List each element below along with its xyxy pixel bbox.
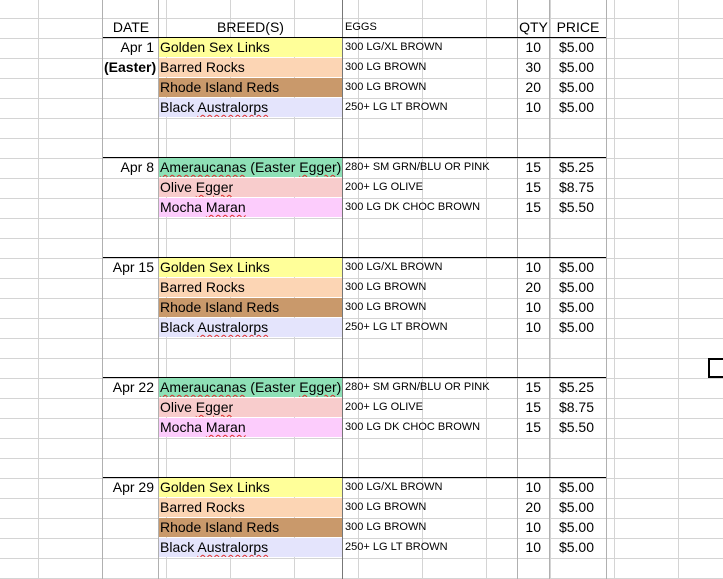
- spellcheck-word: Australorps: [197, 99, 269, 115]
- eggs-cell[interactable]: 280+ SM GRN/BLU OR PINK: [345, 161, 490, 173]
- spellcheck-word: Ameraucanas: [160, 379, 247, 395]
- qty-cell[interactable]: 10: [525, 99, 541, 115]
- eggs-cell[interactable]: 300 LG DK CHOC BROWN: [345, 201, 481, 213]
- table-row: [0, 98, 723, 118]
- table-row: [0, 538, 723, 558]
- price-cell[interactable]: $5.00: [558, 299, 594, 315]
- date-cell[interactable]: [104, 538, 158, 557]
- eggs-cell[interactable]: 300 LG BROWN: [345, 61, 427, 73]
- date-cell[interactable]: [104, 498, 158, 517]
- qty-cell[interactable]: 10: [525, 299, 541, 315]
- breed-cell[interactable]: Golden Sex Links: [159, 38, 342, 57]
- table-row: [0, 78, 723, 98]
- table-row: [0, 518, 723, 538]
- qty-cell[interactable]: 15: [525, 399, 541, 415]
- table-row: [0, 318, 723, 338]
- qty-cell[interactable]: 15: [525, 199, 541, 215]
- date-cell[interactable]: [104, 398, 158, 417]
- qty-cell[interactable]: 20: [525, 279, 541, 295]
- price-cell[interactable]: $5.00: [558, 499, 594, 515]
- price-cell[interactable]: $5.25: [558, 159, 594, 175]
- price-cell[interactable]: $5.00: [558, 479, 594, 495]
- breed-cell[interactable]: Olive Egger: [159, 178, 342, 197]
- group-divider: [103, 477, 606, 478]
- eggs-cell[interactable]: 300 LG DK CHOC BROWN: [345, 421, 481, 433]
- eggs-cell[interactable]: 300 LG BROWN: [345, 521, 427, 533]
- header-row: [0, 18, 723, 38]
- date-cell[interactable]: Apr 15: [112, 259, 154, 275]
- eggs-cell[interactable]: 300 LG BROWN: [345, 281, 427, 293]
- price-cell[interactable]: $8.75: [558, 179, 594, 195]
- price-cell[interactable]: $5.50: [558, 199, 594, 215]
- price-cell[interactable]: $5.00: [558, 79, 594, 95]
- price-cell[interactable]: $5.00: [558, 59, 594, 75]
- breed-cell[interactable]: Mocha Maran: [159, 418, 342, 437]
- eggs-cell[interactable]: 300 LG/XL BROWN: [345, 41, 443, 53]
- price-cell[interactable]: $5.00: [558, 259, 594, 275]
- breed-cell[interactable]: Black Australorps: [159, 98, 342, 117]
- qty-cell[interactable]: 10: [525, 479, 541, 495]
- date-cell[interactable]: [104, 418, 158, 437]
- breed-cell[interactable]: Barred Rocks: [159, 58, 342, 77]
- breed-cell[interactable]: Rhode Island Reds: [159, 298, 342, 317]
- qty-cell[interactable]: 20: [525, 79, 541, 95]
- table-row: [0, 278, 723, 298]
- header-qty[interactable]: QTY: [519, 19, 548, 35]
- qty-cell[interactable]: 15: [525, 379, 541, 395]
- qty-cell[interactable]: 10: [525, 539, 541, 555]
- breed-cell[interactable]: Barred Rocks: [159, 498, 342, 517]
- eggs-cell[interactable]: 200+ LG OLIVE: [345, 181, 423, 193]
- table-row: [0, 498, 723, 518]
- eggs-cell[interactable]: 200+ LG OLIVE: [345, 401, 423, 413]
- date-cell[interactable]: Apr 29: [112, 479, 154, 495]
- qty-cell[interactable]: 30: [525, 59, 541, 75]
- date-cell[interactable]: [104, 278, 158, 297]
- breed-cell[interactable]: Golden Sex Links: [159, 258, 342, 277]
- header-date[interactable]: DATE: [112, 19, 150, 35]
- spellcheck-word: Australorps: [197, 319, 269, 335]
- date-cell[interactable]: [104, 78, 158, 97]
- selected-cell[interactable]: [708, 358, 723, 378]
- breed-cell[interactable]: Rhode Island Reds: [159, 78, 342, 97]
- table-row: [0, 158, 723, 178]
- breed-cell[interactable]: Golden Sex Links: [159, 478, 342, 497]
- table-row: [0, 178, 723, 198]
- date-cell[interactable]: [104, 298, 158, 317]
- spellcheck-word: Maran: [205, 199, 246, 215]
- price-cell[interactable]: $8.75: [558, 399, 594, 415]
- table-row: [0, 58, 723, 78]
- qty-cell[interactable]: 15: [525, 179, 541, 195]
- table-row: [0, 418, 723, 438]
- group-divider: [103, 37, 606, 38]
- date-cell[interactable]: Apr 22: [112, 379, 154, 395]
- spellcheck-word: Egger: [195, 179, 234, 195]
- eggs-cell[interactable]: 250+ LG LT BROWN: [345, 321, 448, 333]
- breed-cell[interactable]: Rhode Island Reds: [159, 518, 342, 537]
- group-divider: [103, 377, 606, 378]
- spellcheck-word: Maran: [205, 419, 246, 435]
- date-cell[interactable]: (Easter): [104, 59, 157, 75]
- qty-cell[interactable]: 10: [525, 319, 541, 335]
- date-cell[interactable]: [104, 518, 158, 537]
- price-cell[interactable]: $5.00: [558, 39, 594, 55]
- header-breed[interactable]: BREED(S): [217, 19, 284, 35]
- price-cell[interactable]: $5.00: [558, 319, 594, 335]
- table-row: [0, 198, 723, 218]
- table-row: [0, 478, 723, 498]
- table-row: [0, 298, 723, 318]
- eggs-cell[interactable]: 300 LG BROWN: [345, 81, 427, 93]
- qty-cell[interactable]: 10: [525, 39, 541, 55]
- table-row: [0, 398, 723, 418]
- qty-cell[interactable]: 15: [525, 159, 541, 175]
- header-eggs[interactable]: EGGS: [345, 21, 377, 33]
- table-row: [0, 378, 723, 398]
- eggs-cell[interactable]: 250+ LG LT BROWN: [345, 541, 448, 553]
- date-cell[interactable]: Apr 8: [120, 159, 154, 175]
- eggs-cell[interactable]: 300 LG BROWN: [345, 501, 427, 513]
- table-row: [0, 258, 723, 278]
- breed-cell[interactable]: Mocha Maran: [159, 198, 342, 217]
- qty-cell[interactable]: 10: [525, 519, 541, 535]
- date-cell[interactable]: [104, 198, 158, 217]
- header-price[interactable]: PRICE: [556, 19, 600, 35]
- eggs-cell[interactable]: 300 LG/XL BROWN: [345, 481, 443, 493]
- eggs-cell[interactable]: 280+ SM GRN/BLU OR PINK: [345, 381, 490, 393]
- price-cell[interactable]: $5.00: [558, 279, 594, 295]
- date-cell[interactable]: [104, 98, 158, 117]
- date-cell[interactable]: [104, 178, 158, 197]
- table-row: [0, 38, 723, 58]
- spellcheck-word: Egger: [195, 399, 234, 415]
- spellcheck-word: Australorps: [197, 539, 269, 555]
- breed-cell[interactable]: Black Australorps: [159, 538, 342, 557]
- spellcheck-word: Ameraucanas: [160, 159, 247, 175]
- breed-cell[interactable]: Ameraucanas (Easter Egger): [160, 159, 342, 175]
- price-cell[interactable]: $5.00: [558, 539, 594, 555]
- eggs-cell[interactable]: 250+ LG LT BROWN: [345, 101, 448, 113]
- eggs-cell[interactable]: 300 LG/XL BROWN: [345, 261, 443, 273]
- group-divider: [103, 157, 606, 158]
- price-cell[interactable]: $5.00: [558, 519, 594, 535]
- group-divider: [103, 257, 606, 258]
- breed-cell[interactable]: Ameraucanas (Easter Egger): [160, 379, 342, 395]
- eggs-cell[interactable]: 300 LG BROWN: [345, 301, 427, 313]
- breed-cell[interactable]: Black Australorps: [159, 318, 342, 337]
- spellcheck-word: Egger: [299, 379, 337, 395]
- qty-cell[interactable]: 15: [525, 419, 541, 435]
- date-cell[interactable]: Apr 1: [120, 39, 154, 55]
- breed-cell[interactable]: Barred Rocks: [159, 278, 342, 297]
- qty-cell[interactable]: 20: [525, 499, 541, 515]
- spellcheck-word: Egger: [299, 159, 337, 175]
- price-cell[interactable]: $5.25: [558, 379, 594, 395]
- price-cell[interactable]: $5.00: [558, 99, 594, 115]
- date-cell[interactable]: [104, 318, 158, 337]
- qty-cell[interactable]: 10: [525, 259, 541, 275]
- breed-cell[interactable]: Olive Egger: [159, 398, 342, 417]
- price-cell[interactable]: $5.50: [558, 419, 594, 435]
